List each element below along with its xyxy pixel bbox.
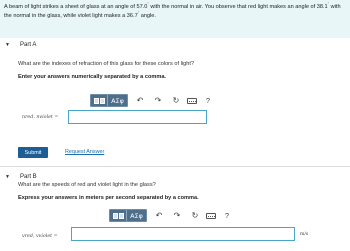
part-a-header[interactable] xyxy=(5,41,36,50)
problem-text-2: with the normal in air. You observe that red light makes an angle of 38.1 xyxy=(148,4,328,10)
part-a-answer-input[interactable] xyxy=(68,110,207,124)
problem-statement xyxy=(0,0,350,38)
part-b-question: What are the speeds of red and violet light in the glass? xyxy=(18,182,156,188)
part-b-answer-input[interactable] xyxy=(71,227,295,241)
reset-icon[interactable]: ↻ xyxy=(172,96,180,105)
part-a-math-toolbar xyxy=(90,94,214,107)
templates-icon[interactable] xyxy=(110,210,126,221)
help-icon[interactable]: ? xyxy=(224,211,230,220)
part-a-instruction: Enter your answers numerically separated by a comma. xyxy=(18,74,166,80)
problem-text-1: A beam of light strikes a sheet of glass at an angle of 57.0 xyxy=(4,4,148,10)
redo-icon[interactable]: ↷ xyxy=(173,211,181,220)
part-b-math-toolbar xyxy=(109,209,233,222)
part-a-template-group xyxy=(90,94,128,107)
part-b-title: Part B xyxy=(20,174,37,180)
degree-symbol: ° xyxy=(137,11,140,16)
problem-text-4: angle. xyxy=(139,13,156,19)
help-icon[interactable]: ? xyxy=(205,96,211,105)
keyboard-icon[interactable] xyxy=(205,210,217,222)
problem-text-3: with the normal in the glass, while violet light makes a 36.7 xyxy=(4,4,341,19)
part-a-question: What are the indexes of refraction of this glass for these colors of light? xyxy=(18,61,194,67)
collapse-triangle-icon[interactable]: ▼ xyxy=(5,42,10,48)
collapse-triangle-icon[interactable]: ▼ xyxy=(5,174,10,180)
part-b-answer-label: vred, vviolet = xyxy=(22,234,58,239)
part-b-template-group xyxy=(109,209,147,222)
part-b-instruction: Express your answers in meters per second separated by a comma. xyxy=(18,195,199,201)
greek-symbols-button[interactable]: ΑΣφ xyxy=(107,95,127,106)
part-divider xyxy=(0,166,350,167)
degree-symbol: ° xyxy=(147,2,149,7)
undo-icon[interactable]: ↶ xyxy=(136,96,144,105)
part-a-title: Part A xyxy=(20,42,37,48)
undo-icon[interactable]: ↶ xyxy=(155,211,163,220)
degree-symbol: ° xyxy=(327,2,330,7)
submit-button[interactable]: Submit xyxy=(18,147,48,158)
request-answer-link[interactable]: Request Answer xyxy=(65,149,105,155)
greek-symbols-button[interactable]: ΑΣφ xyxy=(126,210,146,221)
reset-icon[interactable]: ↻ xyxy=(191,211,199,220)
unit-label: m/s xyxy=(300,232,309,237)
redo-icon[interactable]: ↷ xyxy=(154,96,162,105)
templates-icon[interactable] xyxy=(91,95,107,106)
part-a-answer-label: nred, nviolet = xyxy=(22,115,59,120)
keyboard-icon[interactable] xyxy=(186,95,198,107)
